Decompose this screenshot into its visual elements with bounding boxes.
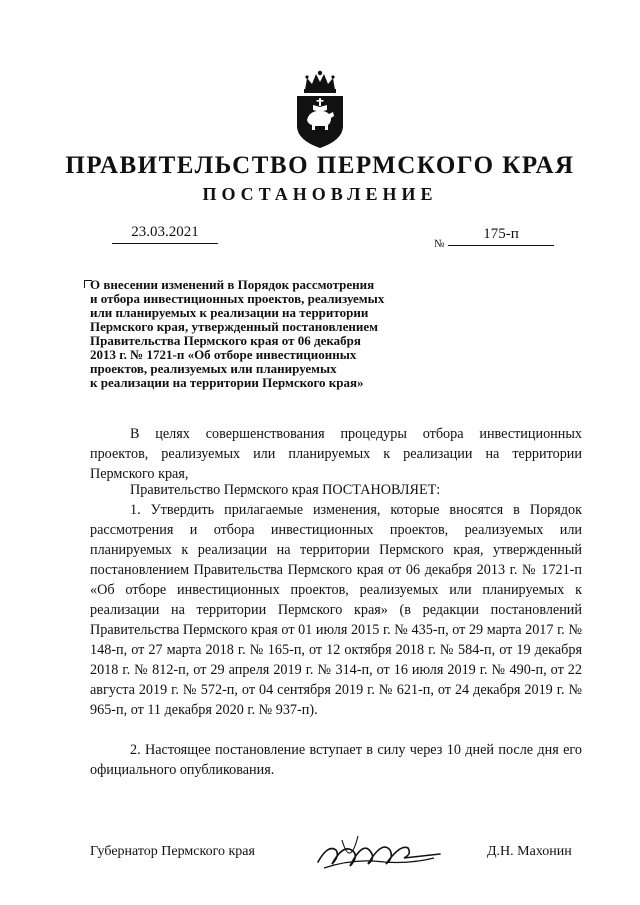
paragraph-text: 2. Настоящее постановление вступает в силу через 10 дней после дня его официального опубликования. — [90, 742, 582, 778]
resolution-paragraph — [90, 480, 582, 500]
clause-1-paragraph — [90, 500, 582, 720]
signer-title: Губернатор Пермского края — [90, 844, 255, 859]
paragraph-text: В целях совершенствования процедуры отбора инвестиционных проектов, реализуемых или планируемых к реализации на территории Пермского края, — [90, 426, 582, 482]
subject-line: и отбора инвестиционных проектов, реализуемых — [90, 291, 385, 306]
document-type: ПОСТАНОВЛЕНИЕ — [202, 184, 438, 204]
subject-line: Пермского края, утвержденный постановлением — [90, 319, 378, 334]
subject-line: О внесении изменений в Порядок рассмотрения — [90, 277, 375, 292]
subject-line: проектов, реализуемых или планируемых — [90, 361, 337, 376]
document-subject — [90, 278, 470, 390]
signature-icon — [314, 828, 444, 876]
document-date: 23.03.2021 — [112, 224, 218, 244]
subject-line: 2013 г. № 1721-п «Об отборе инвестиционных — [90, 347, 357, 362]
coat-of-arms-icon — [291, 70, 349, 150]
number-sign: № — [434, 238, 445, 250]
government-title: ПРАВИТЕЛЬСТВО ПЕРМСКОГО КРАЯ — [65, 152, 575, 179]
clause-2-paragraph — [90, 740, 582, 780]
subject-line: или планируемых к реализации на территории — [90, 305, 369, 320]
paragraph-text: Правительство Пермского края ПОСТАНОВЛЯЕТ: — [130, 482, 441, 498]
signer-name: Д.Н. Махонин — [487, 844, 572, 859]
document-number: 175-п — [448, 226, 554, 246]
paragraph-text: 1. Утвердить прилагаемые изменения, которые вносятся в Порядок рассмотрения и отбора инвестиционных проектов, реализуемых или планируемых к реализации на территории Пермского края, утвержденный постановлением Правительства Пермского края от 06 декабря 2013 г. № 1721-п «Об отборе инвестиционных проектов, реализуемых или планируемых к реализации на территории Пермского края» (в редакции постановлений Правительства Пермского края от 01 июля 2015 г. № 435-п, от 29 марта 2017 г. № 148-п, от 27 марта 2018 г. № 165-п, от 12 октября 2018 г. № 584-п, от 19 декабря 2018 г. № 812-п, от 29 апреля 2019 г. № 314-п, от 16 июля 2019 г. № 490-п, от 22 августа 2019 г. № 572-п, от 04 сентября 2019 г. № 621-п, от 24 декабря 2019 г. № 965-п, от 11 декабря 2020 г. № 937-п). — [90, 502, 582, 718]
subject-line: Правительства Пермского края от 06 декабря — [90, 333, 361, 348]
subject-line: к реализации на территории Пермского края» — [90, 375, 364, 390]
preamble-paragraph — [90, 424, 582, 484]
